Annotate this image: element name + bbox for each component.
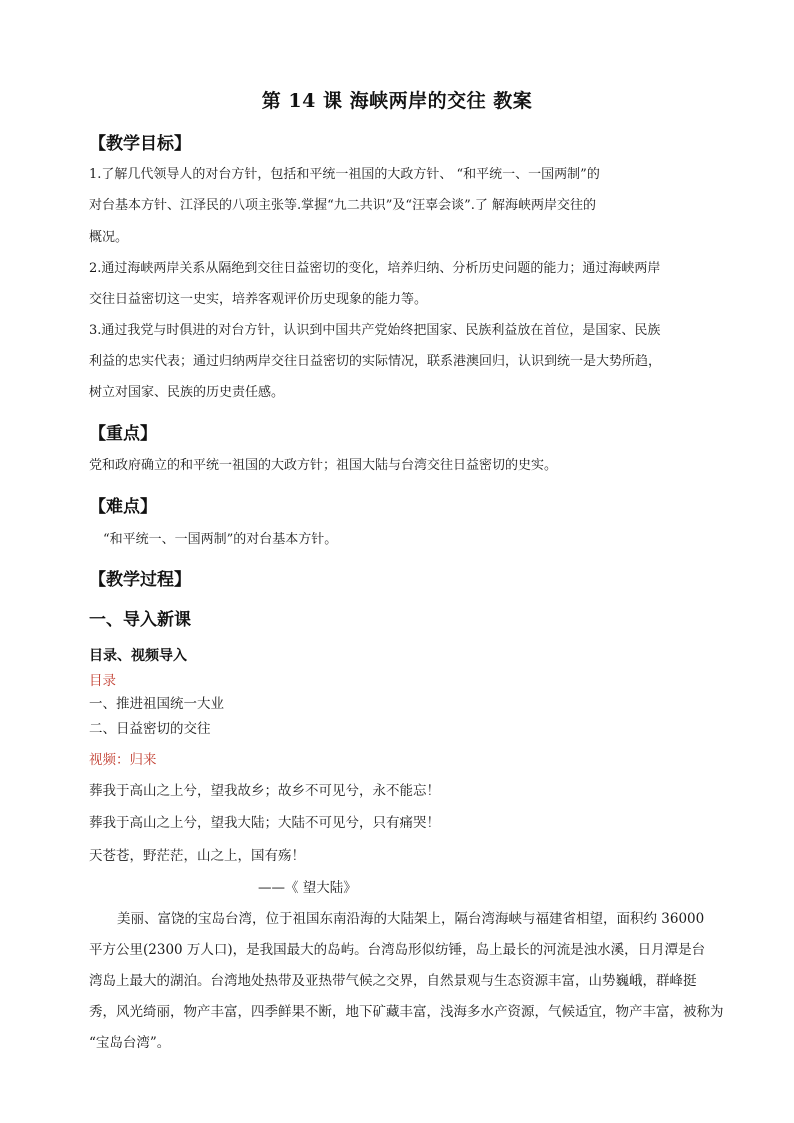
paragraph-line: 秀，风光绮丽，物产丰富，四季鲜果不断，地下矿藏丰富，浅海多水产资源，气候适宜，物产丰富，被称为 [89, 1004, 724, 1020]
poem-line: 天苍苍，野茫茫，山之上，国有殇！ [89, 848, 305, 864]
key-points-text: 党和政府确立的和平统一祖国的大政方针；祖国大陆与台湾交往日益密切的史实。 [89, 458, 558, 473]
sub-title: 目录、视频导入 [89, 648, 187, 664]
paragraph-line: “宝岛台湾”。 [89, 1035, 171, 1051]
objectives-line: 概况。 [89, 230, 129, 245]
paragraph-line: 湾岛上最大的湖泊。台湾地处热带及亚热带气候之交界，自然景观与生态资源丰富，山势巍峨，群峰挺 [89, 973, 697, 989]
page-title: 第 14 课 海峡两岸的交往 教案 [261, 90, 533, 112]
objectives-line: 树立对国家、民族的历史责任感。 [89, 385, 285, 400]
key-points-heading: 【重点】 [89, 424, 157, 444]
video-label: 视频：归来 [89, 752, 157, 768]
toc-label: 目录 [89, 673, 116, 689]
objectives-line: 2.通过海峡两岸关系从隔绝到交往日益密切的变化，培养归纳、分析历史问题的能力；通过海峡两岸 [89, 261, 661, 276]
objectives-line: 交往日益密切这一史实，培养客观评价历史现象的能力等。 [89, 292, 428, 307]
objectives-line: 利益的忠实代表；通过归纳两岸交往日益密切的实际情况，联系港澳回归，认识到统一是大势所趋， [89, 354, 662, 369]
paragraph-line: 美丽、富饶的宝岛台湾，位于祖国东南沿海的大陆架上，隔台湾海峡与福建省相望，面积约 36000 [117, 911, 705, 927]
poem-attribution: ——《 望大陆》 [258, 880, 357, 896]
paragraph-line: 平方公里(2300 万人口)，是我国最大的岛屿。台湾岛形似纺锤，岛上最长的河流是浊水溪，日月潭是台 [89, 942, 706, 958]
poem-line: 葬我于高山之上兮，望我故乡；故乡不可见兮，永不能忘！ [89, 783, 440, 799]
objectives-line: 1.了解几代领导人的对台方针，包括和平统一祖国的大政方针、 “和平统一、一国两制”的 [89, 167, 600, 182]
toc-item: 一、推进祖国统一大业 [89, 696, 224, 712]
toc-item: 二、日益密切的交往 [89, 721, 211, 737]
process-heading: 【教学过程】 [89, 570, 191, 590]
section-one-title: 一、导入新课 [89, 610, 191, 630]
poem-line: 葬我于高山之上兮，望我大陆；大陆不可见兮，只有痛哭！ [89, 815, 440, 831]
difficulties-heading: 【难点】 [89, 497, 157, 517]
objectives-line: 对台基本方针、江泽民的八项主张等.掌握“九二共识”及“汪辜会谈”.了 解海峡两岸交往的 [89, 198, 596, 213]
objectives-heading: 【教学目标】 [89, 134, 191, 154]
difficulties-text: “和平统一、一国两制”的对台基本方针。 [103, 532, 338, 547]
objectives-line: 3.通过我党与时俱进的对台方针，认识到中国共产党始终把国家、民族利益放在首位，是国家、民族 [89, 323, 661, 338]
